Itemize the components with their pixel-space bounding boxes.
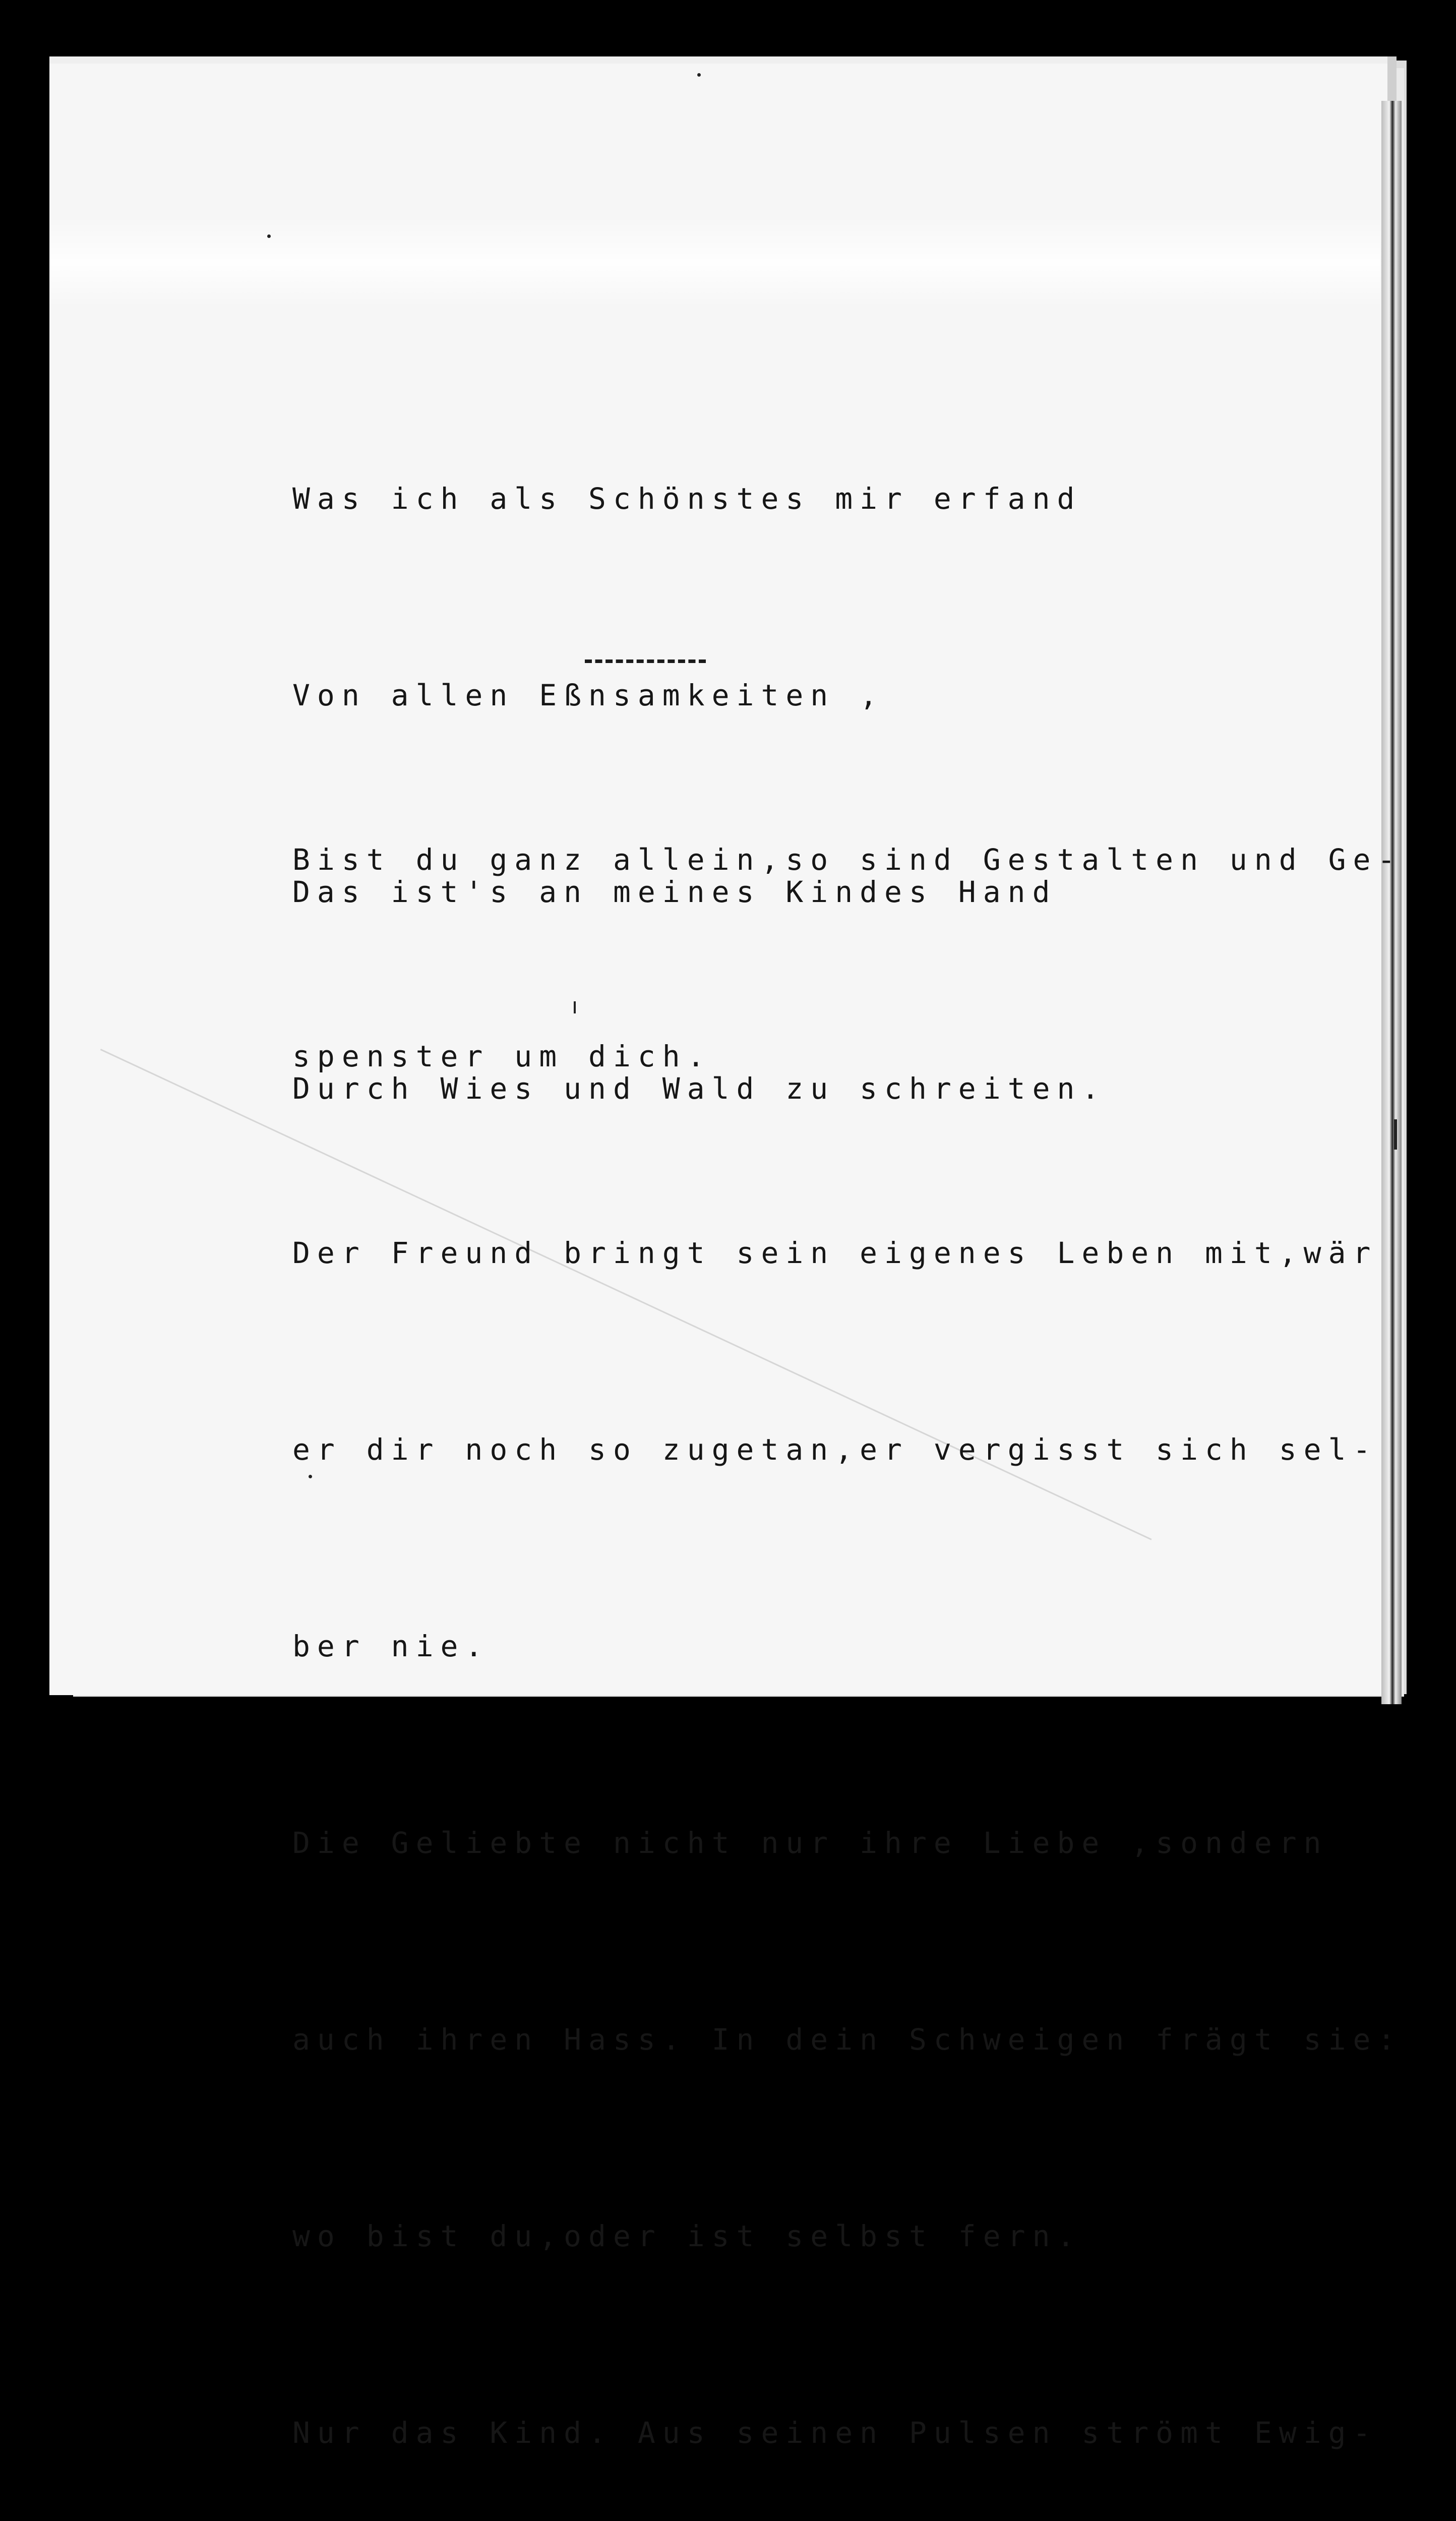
prose-line: wo bist du,oder ist selbst fern. xyxy=(292,2219,1082,2253)
prose-line: Nur das Kind. Aus seinen Pulsen strömt Ewig- xyxy=(292,2416,1378,2450)
poem-line: Das ist's an meines Kindes Hand xyxy=(292,875,1057,909)
prose-line: Die Geliebte nicht nur ihre Liebe ,sondern xyxy=(292,1826,1328,1860)
dust-speck xyxy=(267,234,271,238)
prose-line: Bist du ganz allein,so sind Gestalten und Ge- xyxy=(292,843,1403,877)
poem-line: Von allen Eßnsamkeiten , xyxy=(292,678,885,712)
prose-line: spenster um dich. xyxy=(292,1039,712,1073)
poem-line: Durch Wies und Wald zu schreiten. xyxy=(292,1071,1107,1106)
poem-line: Was ich als Schönstes mir erfand xyxy=(292,482,1082,516)
prose-line: auch ihren Hass. In dein Schweigen frägt sie: xyxy=(292,2022,1403,2057)
section-divider xyxy=(585,659,706,663)
prose-paragraphs xyxy=(292,696,1402,2521)
dust-speck xyxy=(697,73,701,77)
prose-line: ber nie. xyxy=(292,1629,490,1663)
dust-speck xyxy=(309,1475,312,1478)
prose-line: Der Freund bringt sein eigenes Leben mit,wär xyxy=(292,1236,1378,1270)
fold-highlight xyxy=(49,217,1380,308)
prose-line: er dir noch so zugetan,er vergisst sich sel- xyxy=(292,1432,1378,1467)
dust-speck xyxy=(1394,1119,1397,1150)
dust-speck xyxy=(574,1001,576,1013)
